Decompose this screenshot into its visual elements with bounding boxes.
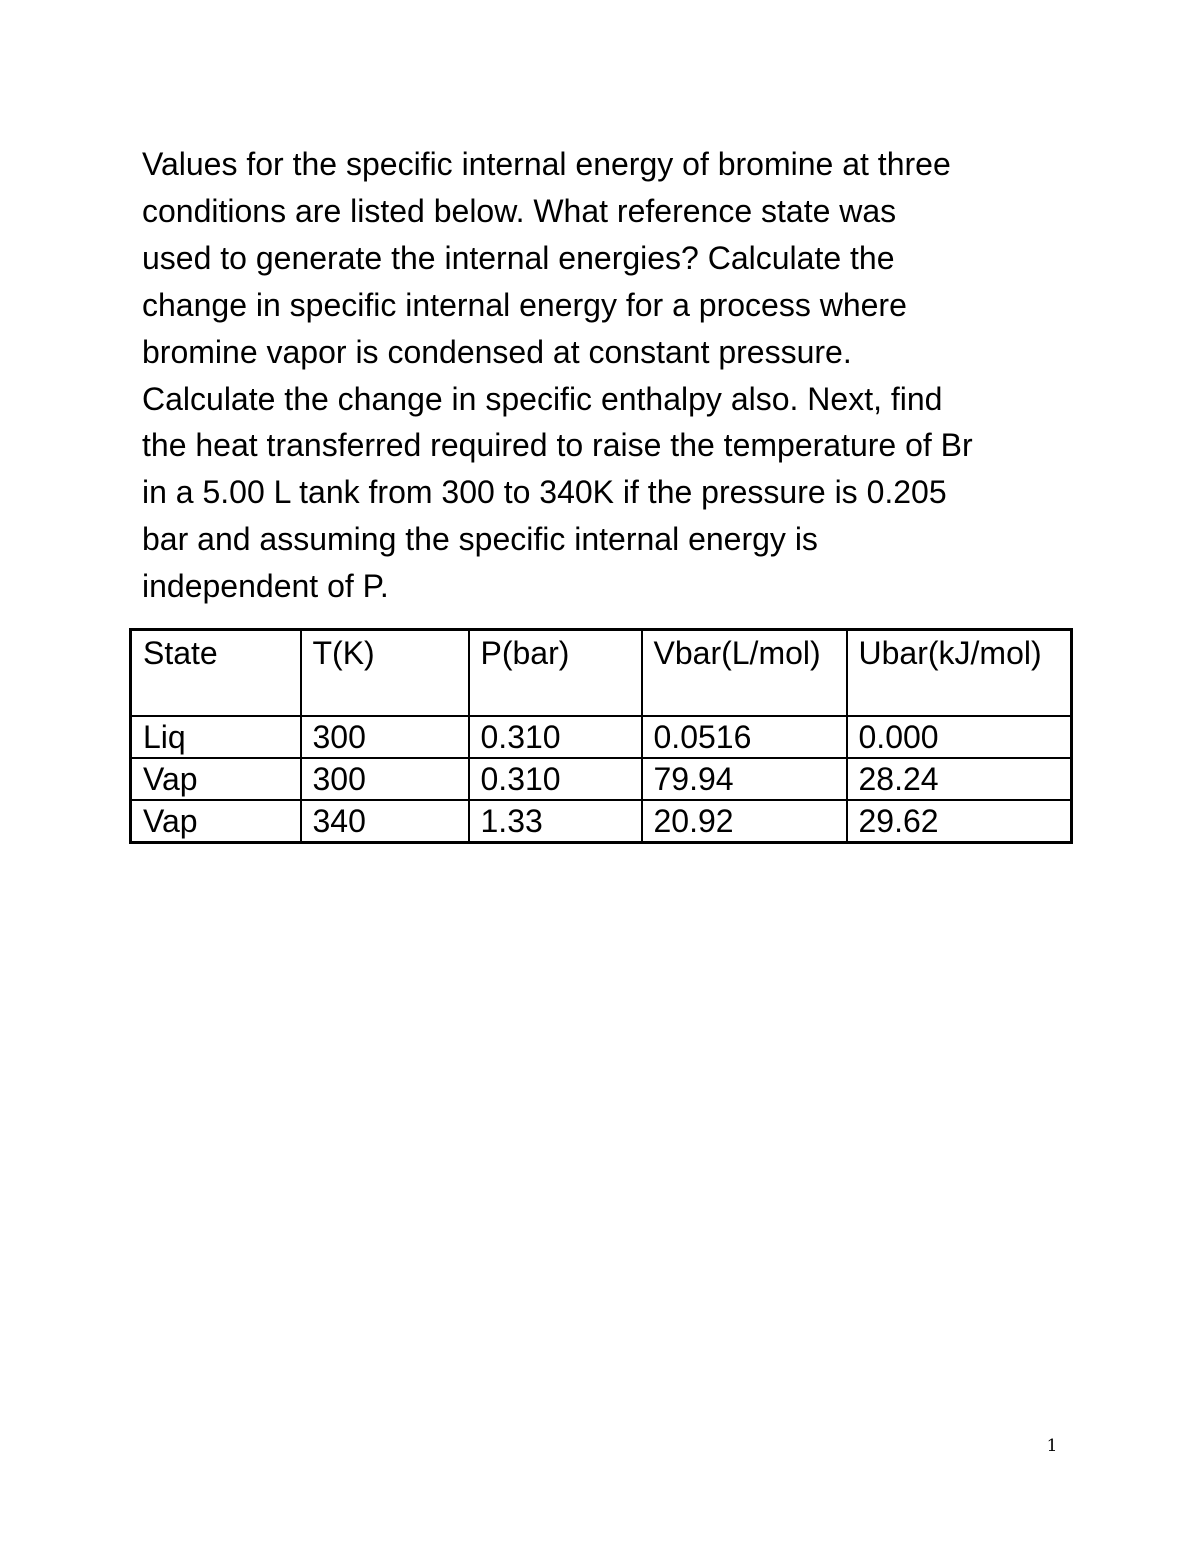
- cell-temperature: 340: [301, 800, 469, 843]
- question-line: independent of P.: [142, 568, 389, 605]
- bromine-properties-table: [129, 628, 1073, 844]
- cell-state: Vap: [131, 800, 301, 843]
- question-line: Values for the specific internal energy of bromine at three: [142, 146, 951, 182]
- question-line: in a 5.00 L tank from 300 to 340K if the pressure is 0.205: [142, 474, 947, 511]
- question-line: Calculate the change in specific enthalpy also. Next, find: [142, 380, 943, 417]
- cell-state: Vap: [131, 758, 301, 800]
- cell-molar-internal-energy: 0.000: [847, 716, 1072, 758]
- question-line: change in specific internal energy for a process where: [142, 286, 907, 323]
- cell-temperature: 300: [301, 716, 469, 758]
- cell-pressure: 1.33: [469, 800, 642, 843]
- cell-molar-volume: 20.92: [642, 800, 847, 843]
- table-row: [131, 758, 1072, 800]
- question-line: used to generate the internal energies? Calculate the: [142, 239, 895, 276]
- question-line: conditions are listed below. What reference state was: [142, 192, 897, 229]
- cell-state: Liq: [131, 716, 301, 758]
- cell-molar-internal-energy: 28.24: [847, 758, 1072, 800]
- cell-pressure: 0.310: [469, 716, 642, 758]
- cell-molar-volume: 79.94: [642, 758, 847, 800]
- header-molar-volume: Vbar(L/mol): [642, 630, 847, 717]
- header-state: State: [131, 630, 301, 717]
- header-pressure: P(bar): [469, 630, 642, 717]
- page-number: 1: [1046, 1436, 1058, 1456]
- question-line: bromine vapor is condensed at constant pressure.: [142, 333, 852, 370]
- cell-pressure: 0.310: [469, 758, 642, 800]
- question-line: the heat transferred required to raise the temperature of Br: [142, 427, 973, 464]
- header-molar-internal-energy: Ubar(kJ/mol): [847, 630, 1072, 717]
- question-line: bar and assuming the specific internal energy is: [142, 521, 818, 558]
- cell-molar-volume: 0.0516: [642, 716, 847, 758]
- question-text: [142, 141, 1072, 610]
- cell-temperature: 300: [301, 758, 469, 800]
- table-row: [131, 716, 1072, 758]
- header-temperature: T(K): [301, 630, 469, 717]
- table-row: [131, 800, 1072, 843]
- cell-molar-internal-energy: 29.62: [847, 800, 1072, 843]
- table-header-row: [131, 630, 1072, 717]
